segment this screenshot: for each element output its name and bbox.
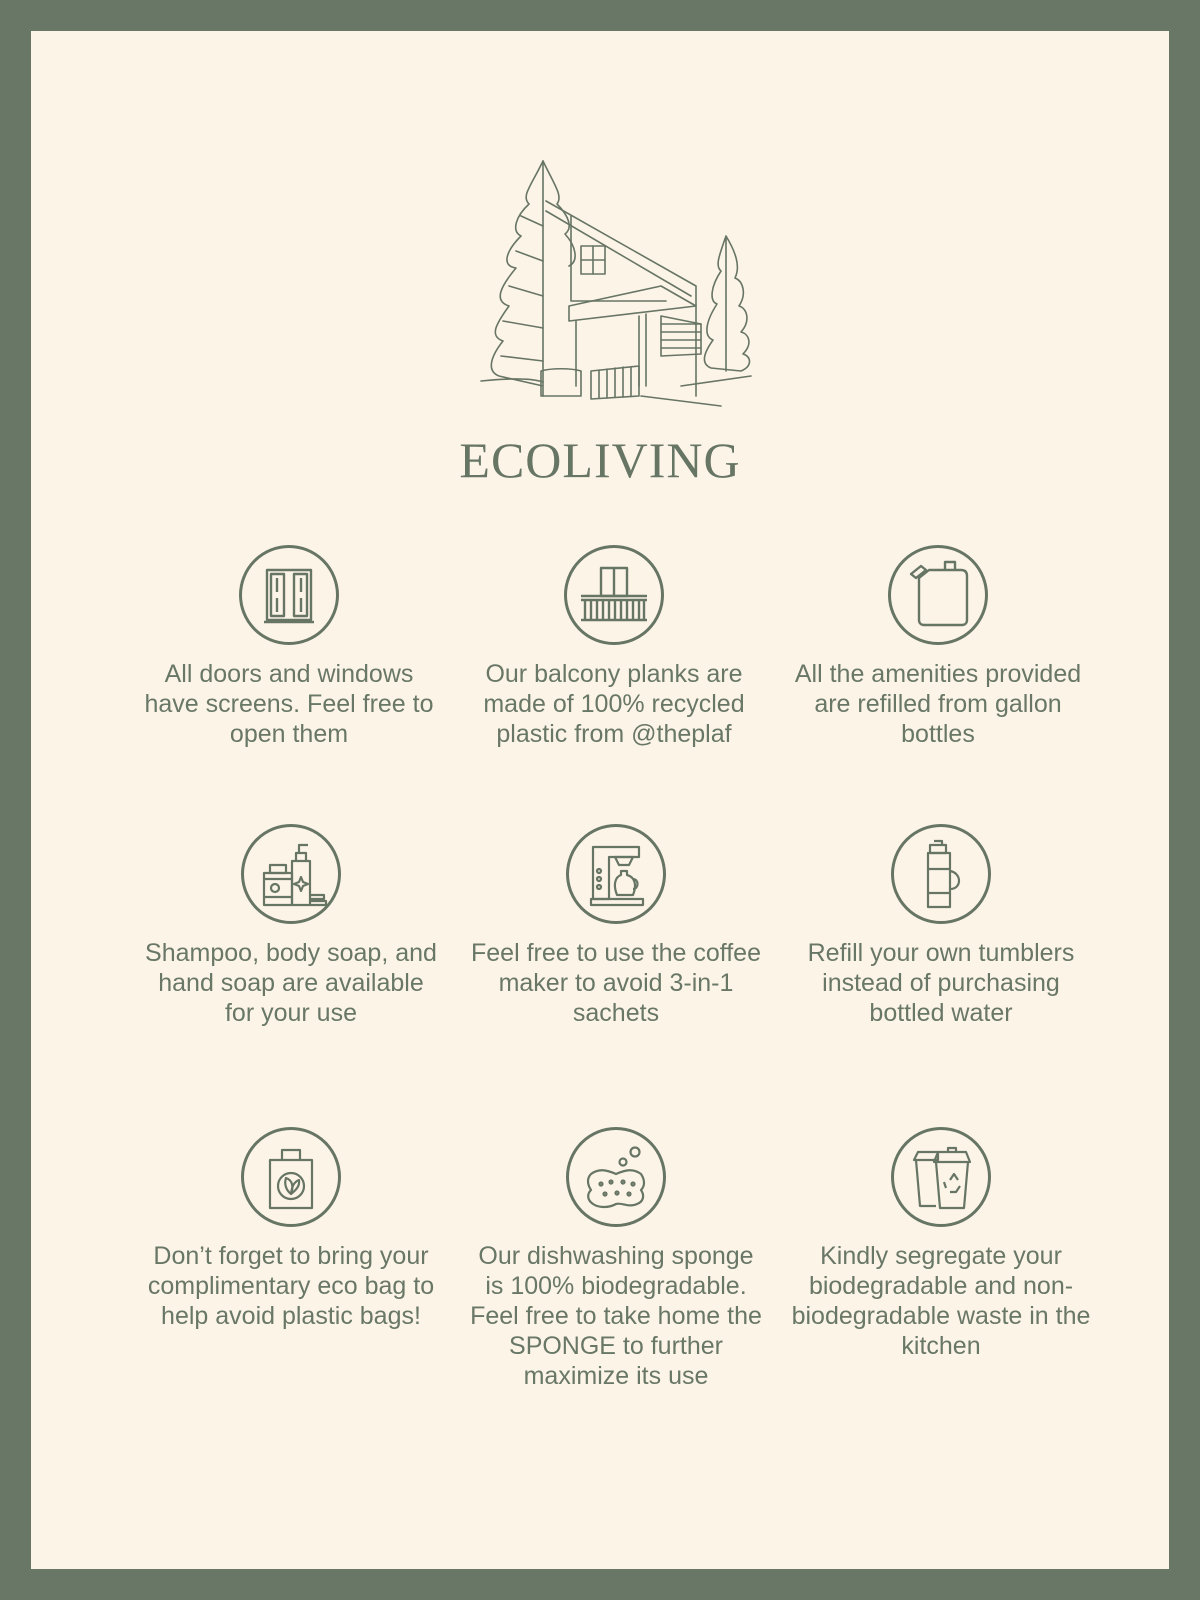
tip-sponge bbox=[466, 1127, 766, 1391]
tip-amenities-refill bbox=[788, 545, 1088, 749]
tip-text: Shampoo, body soap, and hand soap are available for your use bbox=[145, 939, 437, 1027]
coffee-maker-icon bbox=[566, 824, 666, 924]
tip-coffee-maker bbox=[466, 824, 766, 1028]
tip-text: Refill your own tumblers instead of purchasing bottled water bbox=[807, 939, 1075, 1027]
house-illustration bbox=[471, 156, 781, 431]
tip-text: Don’t forget to bring your complimentary eco bag to help avoid plastic bags! bbox=[147, 1242, 435, 1330]
sponge-icon bbox=[566, 1127, 666, 1227]
tip-window-screens bbox=[139, 545, 439, 749]
tip-text: All doors and windows have screens. Feel free to open them bbox=[144, 660, 434, 748]
trash-bins-icon bbox=[891, 1127, 991, 1227]
tumbler-icon bbox=[891, 824, 991, 924]
tip-eco-bag bbox=[141, 1127, 441, 1331]
page-title: ECOLIVING bbox=[459, 432, 741, 488]
tip-waste-segregation bbox=[791, 1127, 1091, 1361]
tip-balcony-planks bbox=[464, 545, 764, 749]
tip-text: Our dishwashing sponge is 100% biodegradable. Feel free to take home the SPONGE to further maximize its use bbox=[470, 1242, 762, 1390]
toiletries-icon bbox=[241, 824, 341, 924]
poster-card bbox=[31, 31, 1169, 1569]
tip-tumblers bbox=[791, 824, 1091, 1028]
gallon-bottle-icon bbox=[888, 545, 988, 645]
tip-text: Feel free to use the coffee maker to avoid 3-in-1 sachets bbox=[470, 939, 761, 1027]
tip-toiletries bbox=[141, 824, 441, 1028]
tip-text: Our balcony planks are made of 100% recycled plastic from @theplaf bbox=[483, 660, 745, 748]
tip-text: Kindly segregate your biodegradable and non-biodegradable waste in the kitchen bbox=[791, 1242, 1091, 1360]
tip-text: All the amenities provided are refilled from gallon bottles bbox=[794, 660, 1082, 748]
window-icon bbox=[239, 545, 339, 645]
eco-bag-icon bbox=[241, 1127, 341, 1227]
balcony-icon bbox=[564, 545, 664, 645]
